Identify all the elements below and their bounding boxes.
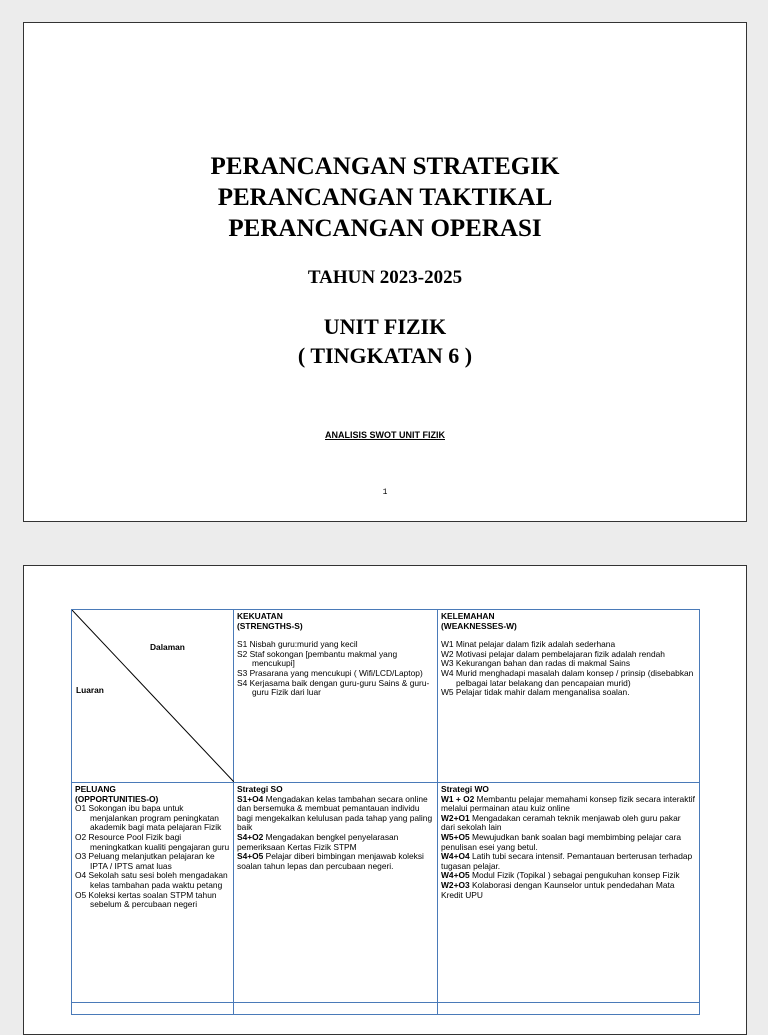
- opportunities-cell: [72, 783, 234, 1003]
- wo-text: Latih tubi secara intensif. Pemantauan berterusan terhadap tugasan pelajar.: [441, 851, 693, 871]
- wo-item: [441, 833, 696, 852]
- weaknesses-title: KELEMAHAN: [441, 611, 495, 621]
- weakness-item: W2 Motivasi pelajar dalam pembelajaran fizik adalah rendah: [441, 648, 665, 659]
- so-text: Pelajar diberi bimbingan menjawab koleksi soalan tahun lepas dan percubaan negeri.: [237, 851, 424, 871]
- diagonal-line: [72, 610, 234, 782]
- opportunities-title: PELUANG: [75, 784, 116, 794]
- opportunity-item: O4 Sekolah satu sesi boleh mengadakan kelas tambahan pada waktu petang: [75, 870, 228, 890]
- so-item: [237, 852, 434, 871]
- unit-block: [24, 312, 746, 370]
- title-block: [24, 151, 746, 370]
- wo-text: Modul Fizik (Topikal ) sebagai pengukuhan konsep Fizik: [469, 870, 680, 881]
- wo-title: Strategi WO: [441, 784, 489, 794]
- wo-code: W2+O1: [441, 812, 470, 823]
- wo-item: [441, 795, 696, 814]
- so-item: [237, 833, 434, 852]
- title-line: PERANCANGAN TAKTIKAL: [217, 184, 553, 211]
- empty-cell: [72, 1003, 234, 1015]
- opportunity-item: O1 Sokongan ibu bapa untuk menjalankan program peningkatan akademik bagi mata pelajaran Fizik: [75, 803, 222, 833]
- swot-empty-row: [72, 1003, 700, 1015]
- weaknesses-cell: [438, 610, 700, 783]
- wo-text: Membantu pelajar memahami konsep fizik secara interaktif melalui permainan atau kuiz online: [441, 793, 695, 814]
- so-text: Mengadakan kelas tambahan secara online dan bersemuka & membuat pemantauan individu bagi mengekalkan kelulusan pada tahap yang paling baik: [237, 793, 433, 833]
- so-text: Mengadakan bengkel penyelarasan pemeriksaan Kertas Fizik STPM: [237, 831, 399, 852]
- strengths-title: KEKUATAN: [237, 611, 283, 621]
- weakness-item: W4 Murid menghadapi masalah dalam konsep / prinsip (disebabkan pelbagai latar belakang dan pencapaian murid): [441, 667, 694, 688]
- label-luaran: Luaran: [76, 685, 104, 695]
- swot-strategy-row: [72, 783, 700, 1003]
- swot-page: [23, 565, 747, 1035]
- wo-strategy-cell: [438, 783, 700, 1003]
- title-line: PERANCANGAN STRATEGIK: [210, 153, 560, 180]
- unit-name: UNIT FIZIK: [323, 314, 447, 339]
- strengths-cell: [234, 610, 438, 783]
- weakness-item: W5 Pelajar tidak mahir dalam menganalisa soalan.: [441, 687, 630, 698]
- so-strategy-cell: [234, 783, 438, 1003]
- strength-item: S3 Prasarana yang mencukupi ( Wifi/LCD/Laptop): [237, 667, 423, 678]
- opportunity-item: O3 Peluang melanjutkan pelajaran ke IPTA / IPTS amat luas: [75, 851, 215, 871]
- title-line: PERANCANGAN OPERASI: [228, 215, 542, 242]
- opportunity-item: O5 Koleksi kertas soalan STPM tahun sebelum & percubaan negeri: [75, 889, 217, 910]
- opportunity-item: O2 Resource Pool Fizik bagi meningkatkan kualiti pengajaran guru: [75, 831, 230, 852]
- wo-code: W4+O4: [441, 851, 470, 862]
- year-range: TAHUN 2023-2025: [307, 267, 463, 288]
- wo-text: Kolaborasi dengan Kaunselor untuk pendedahan Mata Kredit UPU: [441, 879, 675, 900]
- wo-item: [441, 852, 696, 871]
- weakness-item: W1 Minat pelajar dalam fizik adalah sederhana: [441, 639, 616, 650]
- wo-code: W5+O5: [441, 831, 470, 842]
- weakness-item: W3 Kekurangan bahan dan radas di makmal Sains: [441, 658, 631, 669]
- so-code: S4+O2: [237, 831, 264, 842]
- strengths-subtitle: (STRENGTHS-S): [237, 620, 303, 631]
- empty-cell: [234, 1003, 438, 1015]
- strength-item: S2 Staf sokongan [pembantu makmal yang mencukupi]: [237, 648, 398, 669]
- so-code: S1+O4: [237, 793, 264, 804]
- so-item: [237, 795, 434, 833]
- opportunities-subtitle: (OPPORTUNITIES-O): [75, 793, 159, 804]
- wo-code: W4+O5: [441, 870, 470, 881]
- corner-cell: [72, 610, 234, 783]
- wo-code: W1 + O2: [441, 793, 475, 804]
- wo-item: [441, 814, 696, 833]
- swot-header-row: [72, 610, 700, 783]
- label-dalaman: Dalaman: [150, 642, 185, 652]
- wo-text: Mengadakan ceramah teknik menjawab oleh guru pakar dari sekolah lain: [441, 812, 681, 833]
- weaknesses-subtitle: (WEAKNESSES-W): [441, 620, 517, 631]
- strength-item: S4 Kerjasama baik dengan guru-guru Sains & guru-guru Fizik dari luar: [237, 677, 430, 698]
- wo-text: Mewujudkan bank soalan bagi membimbing pelajar cara penulisan esei yang betul.: [441, 831, 681, 852]
- swot-heading: ANALISIS SWOT UNIT FIZIK: [325, 430, 445, 440]
- so-title: Strategi SO: [237, 784, 283, 794]
- wo-code: W2+O3: [441, 879, 470, 890]
- cover-page: [23, 22, 747, 522]
- wo-item: [441, 881, 696, 900]
- unit-level: ( TINGKATAN 6 ): [297, 343, 473, 368]
- so-code: S4+O5: [237, 851, 264, 862]
- strength-item: S1 Nisbah guru:murid yang kecil: [237, 639, 358, 650]
- page-number: 1: [382, 488, 388, 497]
- swot-table: [71, 609, 700, 1015]
- empty-cell: [438, 1003, 700, 1015]
